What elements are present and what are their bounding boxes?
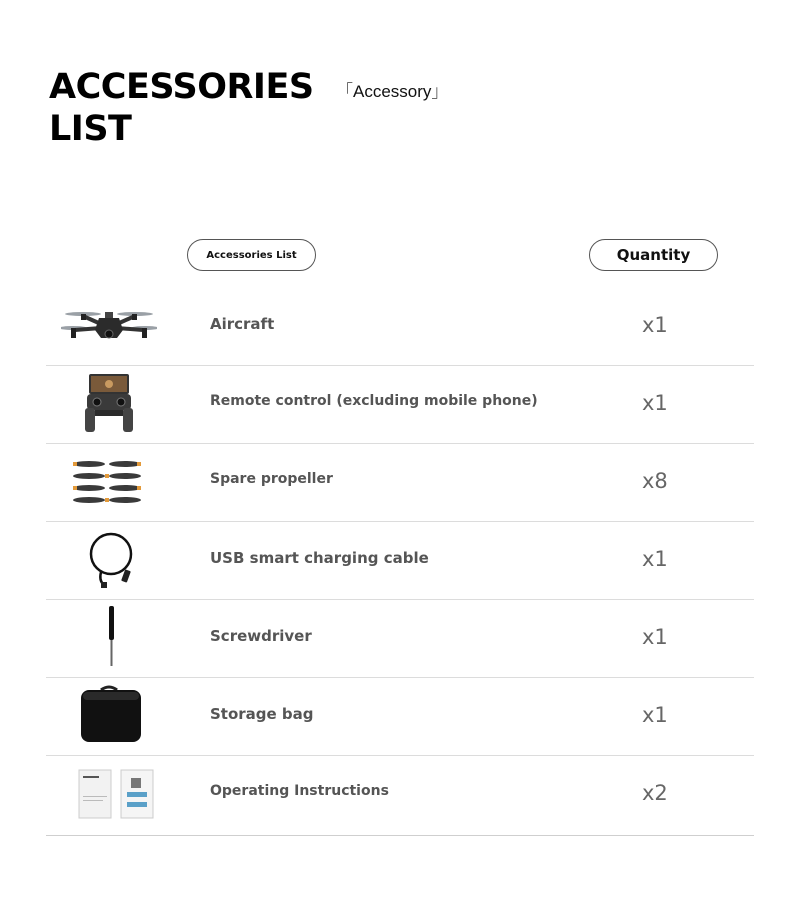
item-name: Aircraft xyxy=(210,315,275,333)
drone-icon xyxy=(61,294,157,358)
table-row xyxy=(46,600,754,678)
table-row xyxy=(46,756,754,836)
item-name: Spare propeller xyxy=(210,471,333,487)
title-line-1: ACCESSORIES xyxy=(49,67,314,107)
subtitle: 「Accessory」 xyxy=(336,82,449,101)
item-name: Screwdriver xyxy=(210,627,312,645)
table-row xyxy=(46,444,754,522)
manual-icon xyxy=(61,762,157,826)
table-row xyxy=(46,678,754,756)
remote-control-icon xyxy=(61,372,157,436)
usb-cable-icon xyxy=(61,528,157,592)
title-line-2: LIST xyxy=(49,109,132,149)
quantity-header: Quantity xyxy=(589,239,718,271)
table-row xyxy=(46,366,754,444)
table-row xyxy=(46,522,754,600)
page-title xyxy=(49,66,314,150)
item-name: Remote control (excluding mobile phone) xyxy=(210,393,538,409)
item-quantity: x1 xyxy=(642,313,668,337)
item-quantity: x1 xyxy=(642,391,668,415)
item-name: USB smart charging cable xyxy=(210,549,429,567)
screwdriver-icon xyxy=(61,606,157,670)
accessories-list-header: Accessories List xyxy=(187,239,316,271)
item-quantity: x8 xyxy=(642,469,668,493)
item-quantity: x1 xyxy=(642,703,668,727)
item-name: Storage bag xyxy=(210,705,314,723)
item-name: Operating Instructions xyxy=(210,783,389,799)
item-quantity: x2 xyxy=(642,781,668,805)
table-row xyxy=(46,288,754,366)
accessories-table xyxy=(46,288,754,836)
item-quantity: x1 xyxy=(642,547,668,571)
storage-bag-icon xyxy=(61,684,157,748)
item-quantity: x1 xyxy=(642,625,668,649)
propeller-icon xyxy=(61,450,157,514)
